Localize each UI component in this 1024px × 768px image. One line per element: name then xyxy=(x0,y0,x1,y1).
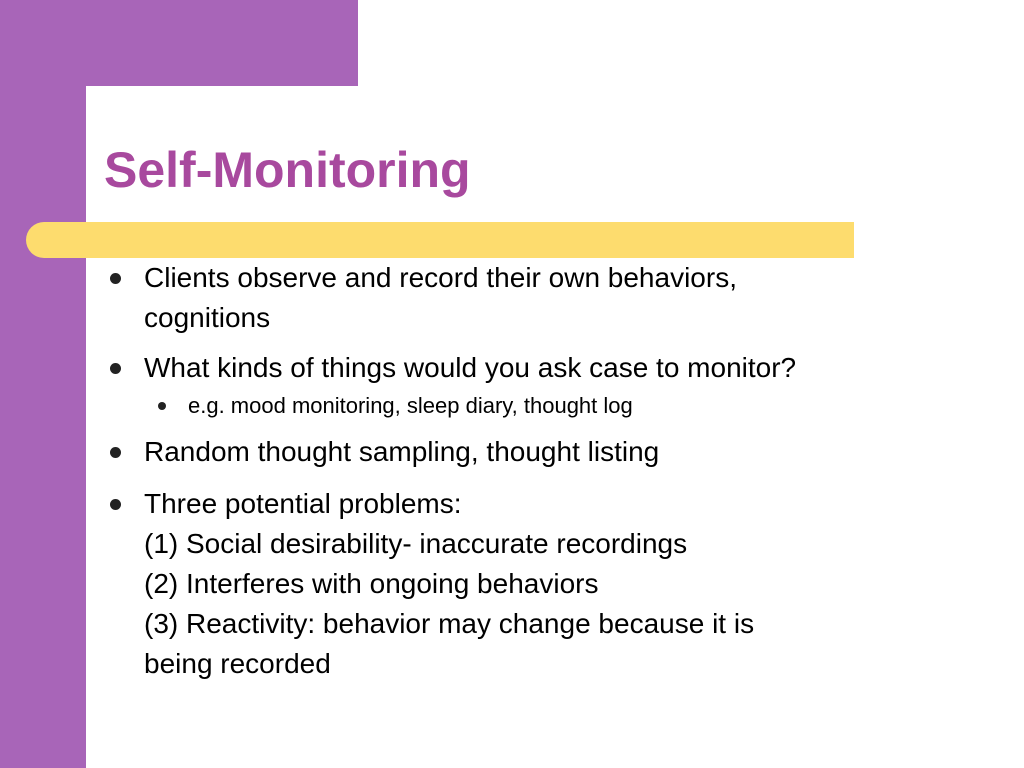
bullet-item xyxy=(104,432,904,472)
bullet-text: Random thought sampling, thought listing xyxy=(144,436,660,467)
title-underline-bar xyxy=(26,222,854,258)
bullet-text: What kinds of things would you ask case to monitor? xyxy=(144,352,797,383)
slide-title: Self-Monitoring xyxy=(104,142,471,198)
bullet-text: (1) Social desirability- inaccurate recordings xyxy=(144,528,688,559)
bullet-dot-icon xyxy=(110,499,121,510)
bullet-dot-icon xyxy=(110,447,121,458)
bullet-text: being recorded xyxy=(144,648,331,679)
bullet-dot-icon xyxy=(110,363,121,374)
bullet-dot-icon xyxy=(110,273,121,284)
sub-bullet-item xyxy=(104,390,904,422)
bullet-text: Three potential problems: xyxy=(144,488,462,519)
bullet-item xyxy=(104,484,904,684)
bullet-text: (3) Reactivity: behavior may change because it is xyxy=(144,608,755,639)
bullet-text: (2) Interferes with ongoing behaviors xyxy=(144,568,599,599)
top-accent-bar xyxy=(0,0,358,86)
accent-inner-corner xyxy=(86,86,134,134)
sub-bullet-dot-icon xyxy=(158,402,166,410)
bullet-list xyxy=(104,258,904,684)
bullet-text: Clients observe and record their own behaviors, xyxy=(144,262,737,293)
bullet-item xyxy=(104,258,904,338)
bullet-text: cognitions xyxy=(144,302,271,333)
sub-bullet-text: e.g. mood monitoring, sleep diary, thought log xyxy=(188,393,633,418)
bullet-item xyxy=(104,348,904,388)
left-accent-bar xyxy=(0,0,86,768)
